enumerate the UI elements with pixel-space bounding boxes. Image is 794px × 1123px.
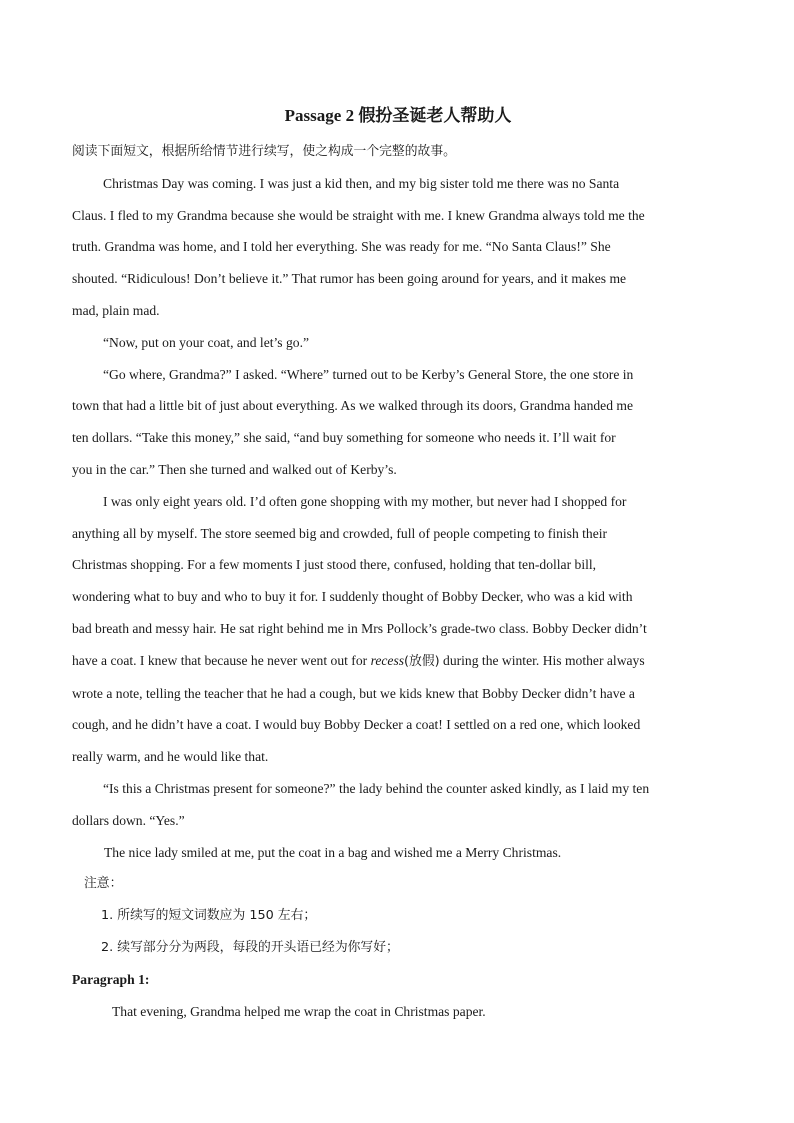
paragraph-1-label: Paragraph 1: bbox=[72, 971, 150, 987]
passage-line: I was only eight years old. I’d often gone shopping with my mother, but never had I shopped for bbox=[103, 493, 627, 509]
passage-line: “Is this a Christmas present for someone?” the lady behind the counter asked kindly, as I laid my ten bbox=[103, 780, 650, 796]
passage-line: mad, plain mad. bbox=[72, 302, 160, 318]
recess-suffix: during the winter. His mother always bbox=[439, 652, 645, 668]
passage-line: town that had a little bit of just about everything. As we walked through its doors, Grandma handed me bbox=[72, 398, 634, 414]
passage-line: cough, and he didn’t have a coat. I would buy Bobby Decker a coat! I settled on a red one, which looked bbox=[72, 717, 641, 733]
note-item-1: 1. 所续写的短文词数应为 150 左右； bbox=[101, 908, 317, 924]
passage-line: “Now, put on your coat, and let’s go.” bbox=[103, 334, 309, 350]
passage-line: Claus. I fled to my Grandma because she would be straight with me. I knew Grandma always told me the bbox=[72, 207, 645, 223]
passage-line: truth. Grandma was home, and I told her everything. She was ready for me. “No Santa Claus!” She bbox=[72, 239, 611, 255]
note-item-2: 2. 续写部分分为两段，每段的开头语已经为你写好； bbox=[101, 939, 399, 955]
passage-line: dollars down. “Yes.” bbox=[72, 812, 185, 828]
passage-line: ten dollars. “Take this money,” she said, “and buy something for someone who needs it. I’ll wait for bbox=[72, 430, 616, 446]
passage-line: “Go where, Grandma?” I asked. “Where” turned out to be Kerby’s General Store, the one store in bbox=[103, 366, 634, 382]
passage-line: you in the car.” Then she turned and walked out of Kerby’s. bbox=[72, 461, 397, 477]
document-body bbox=[72, 96, 724, 1027]
passage-line: shouted. “Ridiculous! Don’t believe it.” That rumor has been going around for years, and it makes me bbox=[72, 271, 627, 287]
passage-line: bad breath and messy hair. He sat right behind me in Mrs Pollock’s grade-two class. Bobby Decker didn’t bbox=[72, 620, 647, 636]
passage-line: Christmas Day was coming. I was just a kid then, and my big sister told me there was no Santa bbox=[103, 175, 620, 191]
passage-line: really warm, and he would like that. bbox=[72, 749, 269, 765]
passage-line: anything all by myself. The store seemed big and crowded, full of people competing to finish their bbox=[72, 525, 608, 541]
page-title: Passage 2 假扮圣诞老人帮助人 bbox=[284, 106, 512, 125]
notes-heading: 注意： bbox=[84, 876, 123, 892]
passage-line: wrote a note, telling the teacher that he had a cough, but we kids knew that Bobby Decker didn’t have a bbox=[72, 685, 635, 701]
passage-line: Christmas shopping. For a few moments I just stood there, confused, holding that ten-dollar bill, bbox=[72, 557, 597, 573]
passage-line-recess bbox=[72, 645, 724, 678]
passage-line: wondering what to buy and who to buy it for. I suddenly thought of Bobby Decker, who was a kid with bbox=[72, 589, 633, 605]
paragraph-1-opening: That evening, Grandma helped me wrap the coat in Christmas paper. bbox=[112, 1003, 486, 1019]
recess-word: recess bbox=[370, 652, 405, 668]
recess-gloss: (放假) bbox=[404, 653, 440, 669]
instruction-text: 阅读下面短文，根据所给情节进行续写，使之构成一个完整的故事。 bbox=[72, 144, 456, 159]
passage-line: The nice lady smiled at me, put the coat in a bag and wished me a Merry Christmas. bbox=[104, 844, 562, 860]
recess-prefix: have a coat. I knew that because he never went out for bbox=[72, 652, 371, 668]
